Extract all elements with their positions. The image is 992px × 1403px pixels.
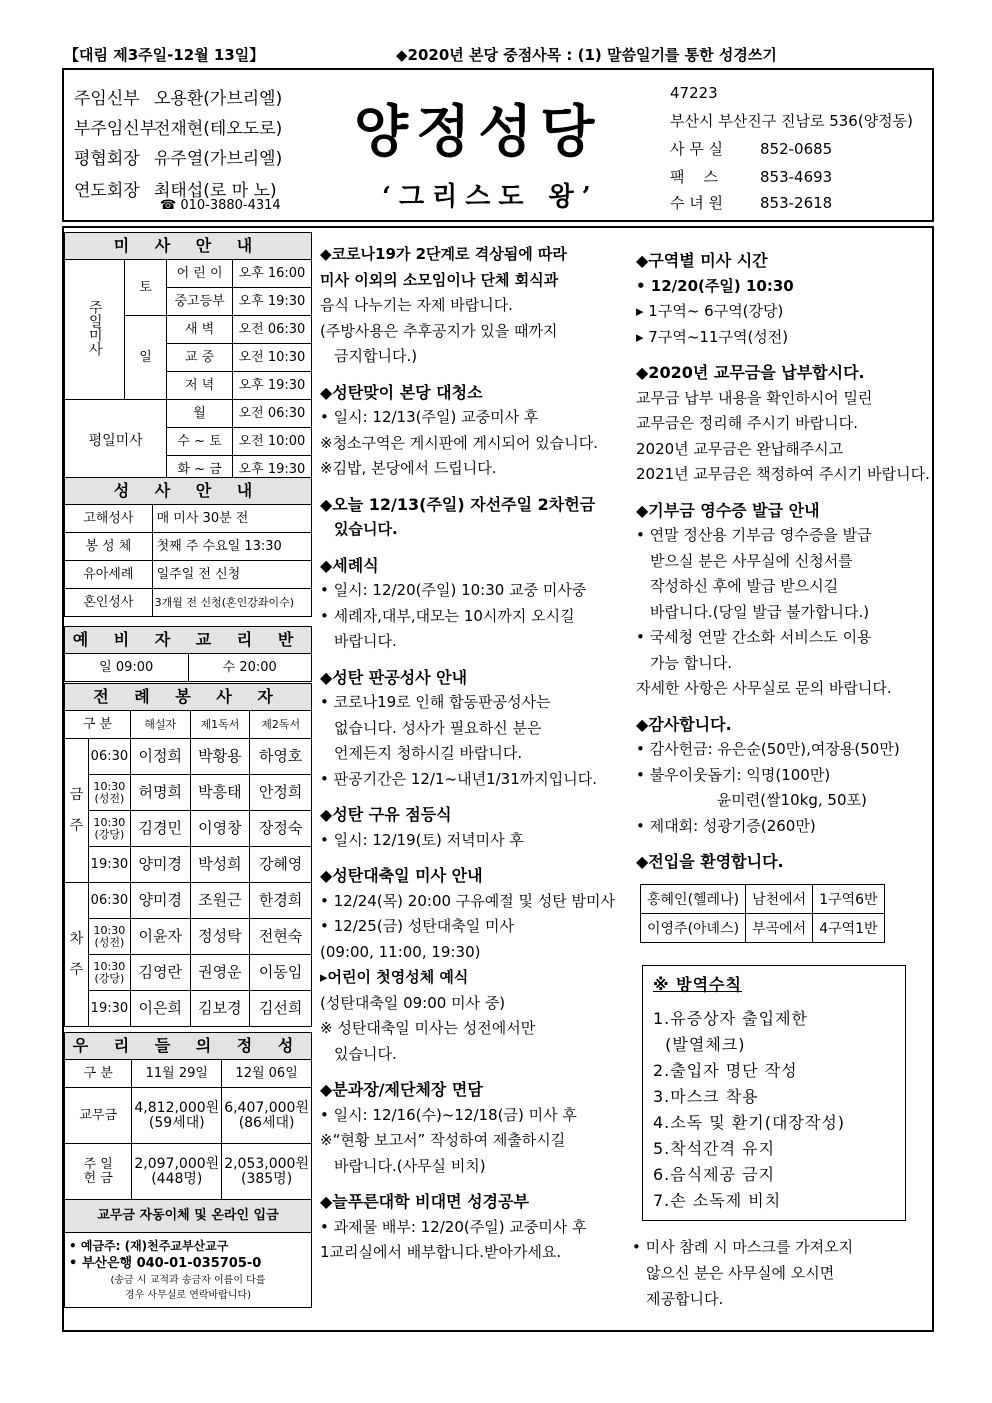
server-name: 허명희 — [130, 775, 190, 811]
server-name: 김영란 — [130, 955, 190, 991]
notice-line: • 제대회: 성광기증(260만) — [636, 816, 816, 835]
notice-line: ◆코로나19가 2단계로 격상됨에 따라 — [320, 245, 567, 263]
catechumen-wednesday: 수 20:00 — [188, 654, 312, 682]
bank-info: • 예금주: (재)천주교부산교구 • 부산은행 040-01-035705-0 (송금 시 교적과 송금자 이름이 다를 경우 사무실로 연락바랍니다) — [65, 1233, 312, 1308]
offering-name: 주 일 헌 금 — [65, 1144, 132, 1200]
offering-header: 구 분 — [65, 1060, 132, 1088]
notice-line: • 감사헌금: 유은순(50만),여장용(50만) — [636, 740, 900, 758]
table-row — [65, 883, 312, 919]
staff-pastor: 주임신부 오용환(가브리엘) — [74, 89, 283, 109]
server-name: 전현숙 — [250, 919, 312, 955]
quarantine-item: 4.소독 및 환기(대장작성) — [653, 1113, 846, 1132]
notice-heading: ◆늘푸른대학 비대면 성경공부 — [320, 1192, 529, 1211]
sacrament-table — [64, 477, 312, 617]
staff-council: 평협회장 유주열(가브리엘) — [74, 149, 283, 169]
newcomer-name: 홍혜인(헬레나) — [641, 885, 746, 914]
server-time: 19:30 — [88, 847, 130, 883]
quarantine-item: 7.손 소독제 비치 — [653, 1191, 782, 1210]
newcomer-from: 부곡에서 — [746, 914, 813, 943]
notice-line: 음식 나누기는 자제 바랍니다. — [320, 296, 513, 314]
catechumen-title: 예 비 자 교 리 반 — [65, 627, 312, 654]
servers-header: 해설자 — [130, 711, 190, 739]
saturday-label: 토 — [124, 260, 166, 316]
sacrament-name: 혼인성사 — [65, 589, 153, 617]
mass-time: 오전 10:30 — [232, 344, 311, 372]
newcomer-name: 이영주(아녜스) — [641, 914, 746, 943]
mass-name: 어 린 이 — [167, 260, 233, 288]
offering-value: 6,407,000원 (86세대) — [222, 1088, 312, 1144]
servers-group-label: 금주 — [65, 739, 89, 883]
notice-line: (주방사용은 추후공지가 있을 때까지 — [320, 321, 558, 340]
newcomer-from: 남천에서 — [746, 885, 813, 914]
table-row — [641, 885, 885, 914]
right-column-notices — [636, 238, 930, 875]
notice-heading: ◆성탄대축일 미사 안내 — [320, 866, 483, 885]
notice-line: 2020년 교무금은 완납해주시고 — [636, 439, 844, 458]
sacrament-value: 3개월 전 신청(혼인강좌이수) — [152, 589, 311, 617]
notice-line: ▸ 7구역~11구역(성전) — [636, 327, 789, 346]
quarantine-item: 2.출입자 명단 작성 — [653, 1061, 798, 1080]
server-name: 박성희 — [190, 847, 250, 883]
server-name: 이동임 — [250, 955, 312, 991]
contact-office: 사 무 실 852-0685 — [670, 140, 833, 158]
servers-title: 전 례 봉 사 자 — [65, 684, 312, 711]
server-name: 김선희 — [250, 991, 312, 1027]
notice-line: • 세례자,대부,대모는 10시까지 오시길 — [320, 606, 575, 625]
quarantine-item: 1.유증상자 출입제한 — [653, 1009, 808, 1028]
offering-header: 11월 29일 — [132, 1060, 222, 1088]
sacrament-value: 일주일 전 신청 — [152, 561, 311, 589]
postal-code: 47223 — [670, 84, 718, 102]
mass-name: 월 — [167, 400, 233, 428]
server-time: 10:30 (성전) — [88, 775, 130, 811]
table-row — [65, 775, 312, 811]
mass-time: 오후 19:30 — [232, 372, 311, 400]
quarantine-rules-box — [642, 965, 906, 1221]
notice-line: 2021년 교무금은 책정하여 주시기 바랍니다. — [636, 465, 930, 483]
offering-title: 우 리 들 의 정 성 — [65, 1033, 312, 1060]
server-name: 김경민 — [130, 811, 190, 847]
server-name: 하영호 — [250, 739, 312, 775]
notice-line: • 12/20(주일) 10:30 — [636, 276, 794, 295]
mass-name: 교 중 — [167, 344, 233, 372]
newcomer-zone: 4구역1반 — [813, 914, 884, 943]
notice-heading: ◆분과장/제단체장 면담 — [320, 1080, 483, 1099]
church-address: 부산시 부산진구 진남로 536(양정동) — [670, 112, 914, 130]
notice-heading: ◆오늘 12/13(주일) 자선주일 2차헌금 — [320, 494, 596, 514]
server-time: 19:30 — [88, 991, 130, 1027]
notice-line: • 일시: 12/19(토) 저녁미사 후 — [320, 830, 524, 849]
quarantine-item: 5.착석간격 유지 — [653, 1139, 776, 1158]
notice-line: • 불우이웃돕기: 익명(100만) — [636, 765, 831, 784]
servers-header: 제2독서 — [250, 711, 312, 739]
offering-header: 12월 06일 — [222, 1060, 312, 1088]
sacrament-name: 유아세례 — [65, 561, 153, 589]
church-name: 양정성당 — [354, 99, 603, 165]
offering-value: 4,812,000원 (59세대) — [132, 1088, 222, 1144]
offering-value: 2,053,000원 (385명) — [222, 1144, 312, 1200]
mass-name: 저 녁 — [167, 372, 233, 400]
table-row — [65, 991, 312, 1027]
mass-time: 오전 06:30 — [232, 400, 311, 428]
table-row — [65, 811, 312, 847]
mass-time: 오후 19:30 — [232, 288, 311, 316]
notice-heading: ◆세례식 — [320, 555, 379, 575]
notice-heading: ◆2020년 교무금을 납부합시다. — [636, 363, 865, 382]
quarantine-title: ※ 방역수칙 — [653, 975, 742, 994]
table-row — [65, 847, 312, 883]
middle-column-notices — [320, 242, 615, 1266]
notice-heading: ◆성탄 판공성사 안내 — [320, 667, 468, 687]
staff-yeondo: 연도회장 최태섭(로 마 노) — [74, 181, 277, 201]
notice-line: 있습니다. — [334, 520, 398, 538]
notice-line: 받으실 분은 사무실에 신청서를 — [650, 551, 853, 570]
notice-line: • 일시: 12/16(수)~12/18(금) 미사 후 — [320, 1105, 577, 1124]
notice-line: ▸ 1구역~ 6구역(강당) — [636, 302, 784, 320]
sunday-mass-label: 주일미사 — [65, 260, 125, 400]
quarantine-item: 3.마스크 착용 — [653, 1087, 759, 1106]
issue-date: 【대림 제3주일-12월 13일】 — [64, 46, 265, 64]
mass-time: 오전 06:30 — [232, 316, 311, 344]
sacrament-name: 고해성사 — [65, 505, 153, 533]
notice-line: ▸어린이 첫영성체 예식 — [320, 968, 469, 986]
liturgical-servers-table — [64, 683, 312, 1027]
sacrament-title: 성 사 안 내 — [65, 478, 312, 505]
offering-table — [64, 1032, 312, 1308]
church-patron: ‘그리스도 왕’ — [382, 182, 599, 212]
server-name: 이윤자 — [130, 919, 190, 955]
server-name: 한경희 — [250, 883, 312, 919]
catechumen-sunday: 일 09:00 — [65, 654, 189, 682]
notice-line: 자세한 사항은 사무실로 문의 바랍니다. — [636, 679, 892, 697]
server-name: 강혜영 — [250, 847, 312, 883]
sacrament-value: 첫째 주 수요일 13:30 — [152, 533, 311, 561]
server-name: 양미경 — [130, 883, 190, 919]
notice-line: 윤미련(쌀10kg, 50포) — [650, 791, 867, 809]
notice-heading: ◆기부금 영수증 발급 안내 — [636, 500, 820, 520]
table-row — [65, 919, 312, 955]
server-name: 장정숙 — [250, 811, 312, 847]
notice-line: • 연말 정산용 기부금 영수증을 발급 — [636, 526, 872, 544]
mass-schedule-table — [64, 232, 312, 484]
notice-heading: ◆구역별 미사 시간 — [636, 251, 768, 270]
notice-line: • 판공기간은 12/1~내년1/31까지입니다. — [320, 769, 597, 788]
sunday-label: 일 — [124, 316, 166, 400]
notice-line: ※청소구역은 게시판에 게시되어 있습니다. — [320, 433, 598, 452]
notice-line: 작성하신 후에 발급 받으시길 — [650, 577, 839, 595]
notice-line: • 과제물 배부: 12/20(주일) 교중미사 후 — [320, 1217, 587, 1236]
contact-convent: 수 녀 원 853-2618 — [670, 194, 833, 212]
mass-name: 새 벽 — [167, 316, 233, 344]
notice-line: ※ 성탄대축일 미사는 성전에서만 — [320, 1019, 536, 1037]
newcomers-table — [640, 884, 885, 943]
table-row — [641, 914, 885, 943]
notice-line: • 코로나19로 인해 합동판공성사는 — [320, 693, 551, 711]
server-name: 정성탁 — [190, 919, 250, 955]
server-name: 김보경 — [190, 991, 250, 1027]
newcomer-zone: 1구역6반 — [813, 885, 884, 914]
notice-line: 바랍니다.(당일 발급 불가합니다.) — [650, 602, 870, 621]
notice-line: 1교리실에서 배부합니다.받아가세요. — [320, 1243, 562, 1261]
notice-line: • 12/25(금) 성탄대축일 미사 — [320, 917, 515, 935]
catechumen-table — [64, 626, 312, 682]
notice-line: 미사 이외의 소모임이나 단체 회식과 — [320, 270, 559, 289]
offering-value: 2,097,000원 (448명) — [132, 1144, 222, 1200]
notice-line: • 일시: 12/13(주일) 교중미사 후 — [320, 408, 539, 426]
server-time: 10:30 (강당) — [88, 955, 130, 991]
bank-title: 교무금 자동이체 및 온라인 입금 — [65, 1200, 312, 1233]
mass-time: 오후 16:00 — [232, 260, 311, 288]
notice-line: • 일시: 12/20(주일) 10:30 교중 미사중 — [320, 581, 587, 599]
mass-name: 화 ~ 금 — [167, 456, 233, 484]
quarantine-item: (발열체크) — [653, 1035, 746, 1054]
servers-header: 구 분 — [65, 711, 131, 739]
notice-line: • 12/24(목) 20:00 구유예절 및 성탄 밤미사 — [320, 891, 616, 910]
server-name: 이영창 — [190, 811, 250, 847]
table-row — [65, 739, 312, 775]
notice-heading: ◆감사합니다. — [636, 714, 732, 734]
mass-name: 중고등부 — [167, 288, 233, 316]
contact-fax: 팩 스 853-4693 — [670, 168, 833, 186]
server-time: 10:30 (강당) — [88, 811, 130, 847]
notice-line: (09:00, 11:00, 19:30) — [320, 942, 481, 961]
offering-name: 교무금 — [65, 1088, 132, 1144]
notice-line: 있습니다. — [334, 1044, 397, 1063]
server-name: 안정희 — [250, 775, 312, 811]
notice-heading: ◆성탄맞이 본당 대청소 — [320, 382, 483, 402]
server-time: 10:30 (성전) — [88, 919, 130, 955]
notice-heading: ◆전입을 환영합니다. — [636, 852, 784, 871]
server-name: 박황용 — [190, 739, 250, 775]
server-name: 박흥태 — [190, 775, 250, 811]
server-name: 조원근 — [190, 883, 250, 919]
table-row — [65, 955, 312, 991]
notice-line: 언제든지 청하시길 바랍니다. — [334, 744, 523, 762]
notice-line: 교무금은 정리해 주시기 바랍니다. — [636, 414, 858, 432]
server-time: 06:30 — [88, 739, 130, 775]
server-name: 이은희 — [130, 991, 190, 1027]
notice-line: 금지합니다.) — [334, 347, 418, 365]
header-box — [62, 68, 934, 222]
server-name: 양미경 — [130, 847, 190, 883]
notice-line: • 국세청 연말 간소화 서비스도 이용 — [636, 628, 872, 646]
servers-group-label: 차주 — [65, 883, 89, 1027]
notice-line: 바랍니다. — [334, 632, 397, 650]
notice-heading: ◆성탄 구유 점등식 — [320, 805, 452, 824]
notice-line: 바랍니다.(사무실 비치) — [334, 1156, 486, 1175]
quarantine-item: 6.음식제공 금지 — [653, 1165, 776, 1184]
mass-name: 수 ~ 토 — [167, 428, 233, 456]
servers-header: 제1독서 — [190, 711, 250, 739]
notice-line: ※김밥, 본당에서 드립니다. — [320, 459, 497, 477]
mask-note: • 미사 참례 시 마스크를 가져오지 않으신 분은 사무실에 오시면 제공합니다. — [632, 1238, 854, 1308]
server-time: 06:30 — [88, 883, 130, 919]
mass-time: 오후 19:30 — [232, 456, 311, 484]
weekday-mass-label: 평일미사 — [65, 400, 167, 484]
notice-line: ※“현황 보고서” 작성하여 제출하시길 — [320, 1131, 566, 1149]
pastoral-focus: ◆2020년 본당 중점사목 : (1) 말씀일기를 통한 성경쓰기 — [396, 46, 777, 64]
notice-line: 없습니다. 성사가 필요하신 분은 — [334, 718, 542, 737]
staff-phone: ☎ 010-3880-4314 — [160, 198, 281, 213]
server-name: 이정희 — [130, 739, 190, 775]
notice-line: (성탄대축일 09:00 미사 중) — [320, 993, 506, 1012]
staff-assistant: 부주임신부전재현(테오도로) — [74, 119, 283, 139]
mass-title: 미 사 안 내 — [65, 233, 312, 260]
server-name: 권영운 — [190, 955, 250, 991]
sacrament-value: 매 미사 30분 전 — [152, 505, 311, 533]
mass-time: 오전 10:00 — [232, 428, 311, 456]
sacrament-name: 봉 성 체 — [65, 533, 153, 561]
notice-line: 교무금 납부 내용을 확인하시어 밀린 — [636, 388, 873, 407]
notice-line: 가능 합니다. — [650, 653, 732, 672]
